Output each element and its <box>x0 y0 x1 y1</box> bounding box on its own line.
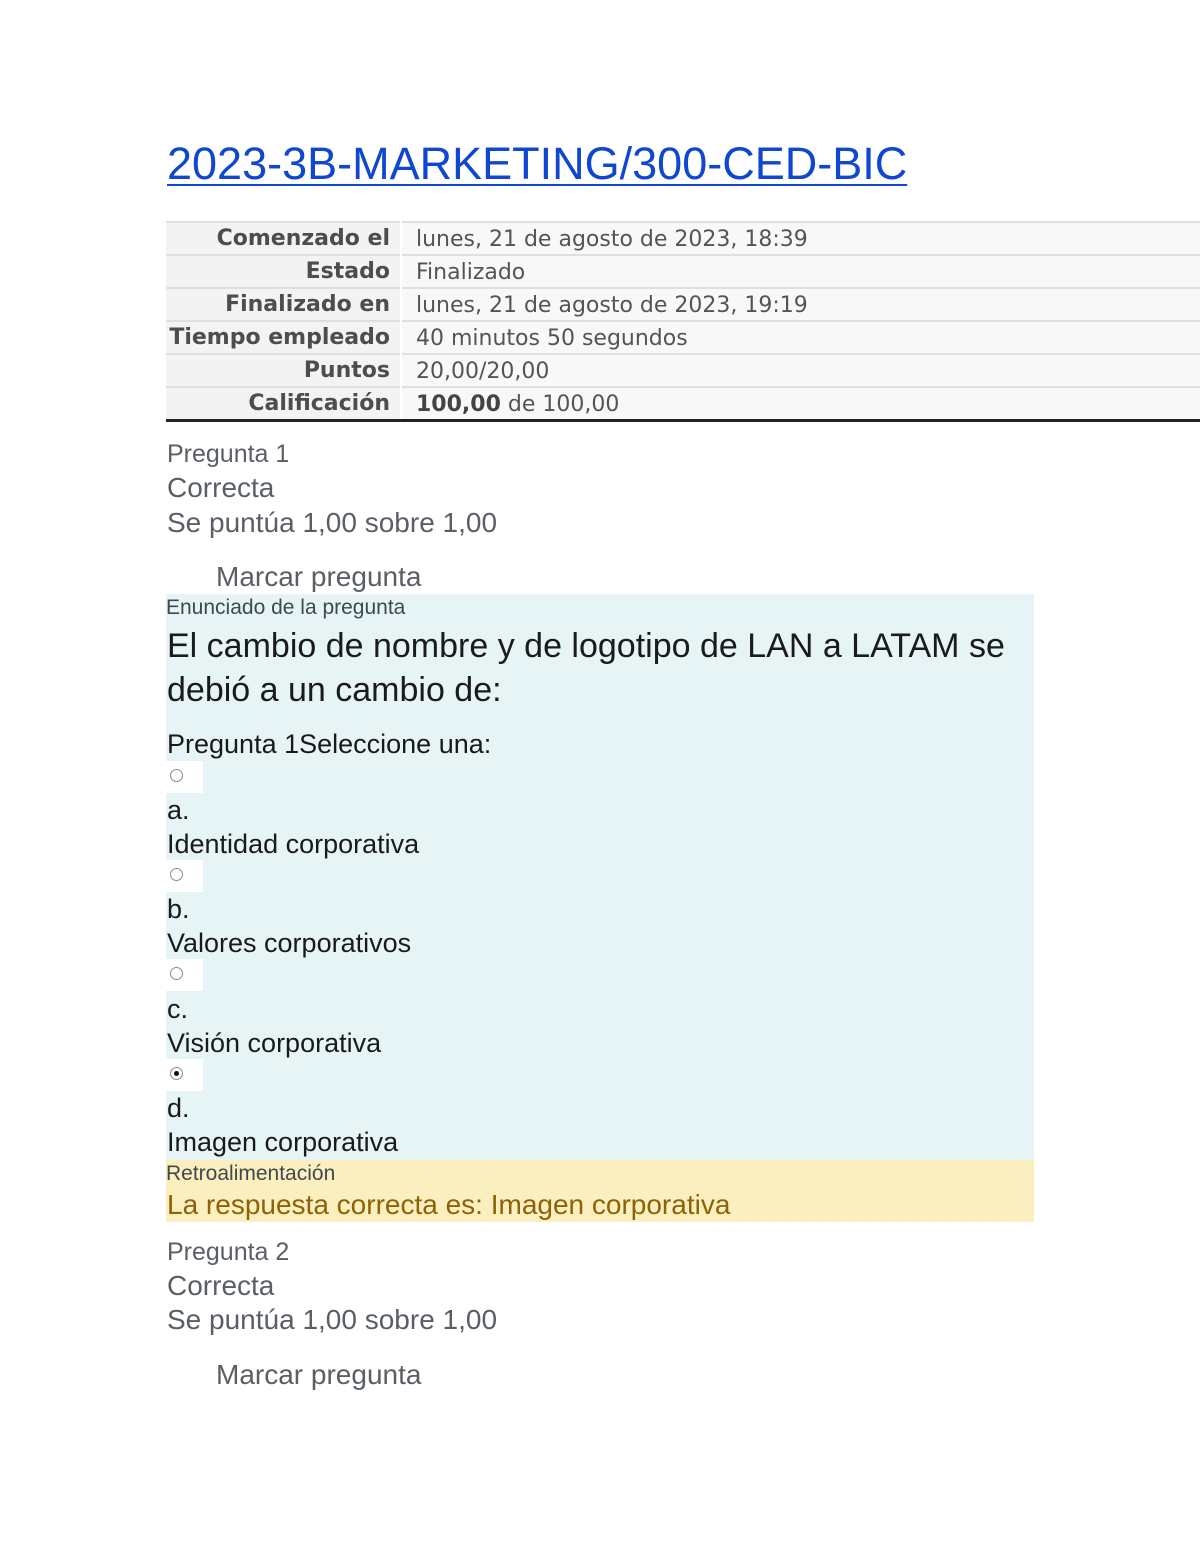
summary-value: Finalizado <box>401 255 1200 288</box>
option-c-label[interactable]: Visión corporativa <box>167 1028 382 1058</box>
option-d-radio[interactable] <box>170 1067 183 1080</box>
summary-value: 20,00/20,00 <box>401 354 1200 387</box>
question-state: Correcta <box>167 1270 275 1301</box>
feedback-text: La respuesta correcta es: Imagen corporativa <box>167 1189 731 1220</box>
summary-row <box>166 222 1200 255</box>
summary-row <box>166 255 1200 288</box>
option-a-radio[interactable] <box>170 769 183 782</box>
summary-value <box>401 387 1200 421</box>
summary-label: Comenzado el <box>166 222 401 255</box>
grade-max: de 100,00 <box>500 392 620 417</box>
summary-label: Calificación <box>166 387 401 421</box>
question-state: Correcta <box>167 472 275 503</box>
option-d-letter: d. <box>167 1093 190 1123</box>
option-b-radio[interactable] <box>170 868 183 881</box>
option-a-label[interactable]: Identidad corporativa <box>167 829 420 859</box>
summary-row <box>166 354 1200 387</box>
summary-label: Estado <box>166 255 401 288</box>
grade-value: 100,00 <box>416 392 501 417</box>
summary-row <box>166 387 1200 421</box>
flag-question-link[interactable]: Marcar pregunta <box>216 561 422 592</box>
flag-question-link[interactable]: Marcar pregunta <box>216 1359 422 1390</box>
option-b-letter: b. <box>167 894 190 924</box>
option-a-radio-cell <box>166 761 203 793</box>
option-d-radio-cell <box>166 1059 203 1091</box>
summary-row <box>166 321 1200 354</box>
option-c-letter: c. <box>167 994 189 1024</box>
option-a-letter: a. <box>167 795 190 825</box>
question-number: Pregunta 1 <box>167 440 290 468</box>
attempt-summary-table <box>166 221 1200 422</box>
option-b-label[interactable]: Valores corporativos <box>167 928 412 958</box>
course-title-link[interactable]: 2023-3B-MARKETING/300-CED-BIC <box>167 138 908 189</box>
summary-label: Finalizado en <box>166 288 401 321</box>
summary-label: Puntos <box>166 354 401 387</box>
summary-value: lunes, 21 de agosto de 2023, 18:39 <box>401 222 1200 255</box>
option-c-radio[interactable] <box>170 967 183 980</box>
option-d-label[interactable]: Imagen corporativa <box>167 1127 399 1157</box>
question-number: Pregunta 2 <box>167 1238 290 1266</box>
question-statement-label: Enunciado de la pregunta <box>166 596 406 619</box>
answer-prompt: Pregunta 1Seleccione una: <box>167 729 492 759</box>
summary-row <box>166 288 1200 321</box>
question-text: El cambio de nombre y de logotipo de LAN a LATAM se debió a un cambio de: <box>167 627 1005 709</box>
summary-label: Tiempo empleado <box>166 321 401 354</box>
summary-value: 40 minutos 50 segundos <box>401 321 1200 354</box>
feedback-label: Retroalimentación <box>166 1162 336 1185</box>
option-c-radio-cell <box>166 959 203 991</box>
summary-value: lunes, 21 de agosto de 2023, 19:19 <box>401 288 1200 321</box>
question-grade: Se puntúa 1,00 sobre 1,00 <box>167 1304 498 1335</box>
option-b-radio-cell <box>166 860 203 892</box>
question-grade: Se puntúa 1,00 sobre 1,00 <box>167 507 498 538</box>
